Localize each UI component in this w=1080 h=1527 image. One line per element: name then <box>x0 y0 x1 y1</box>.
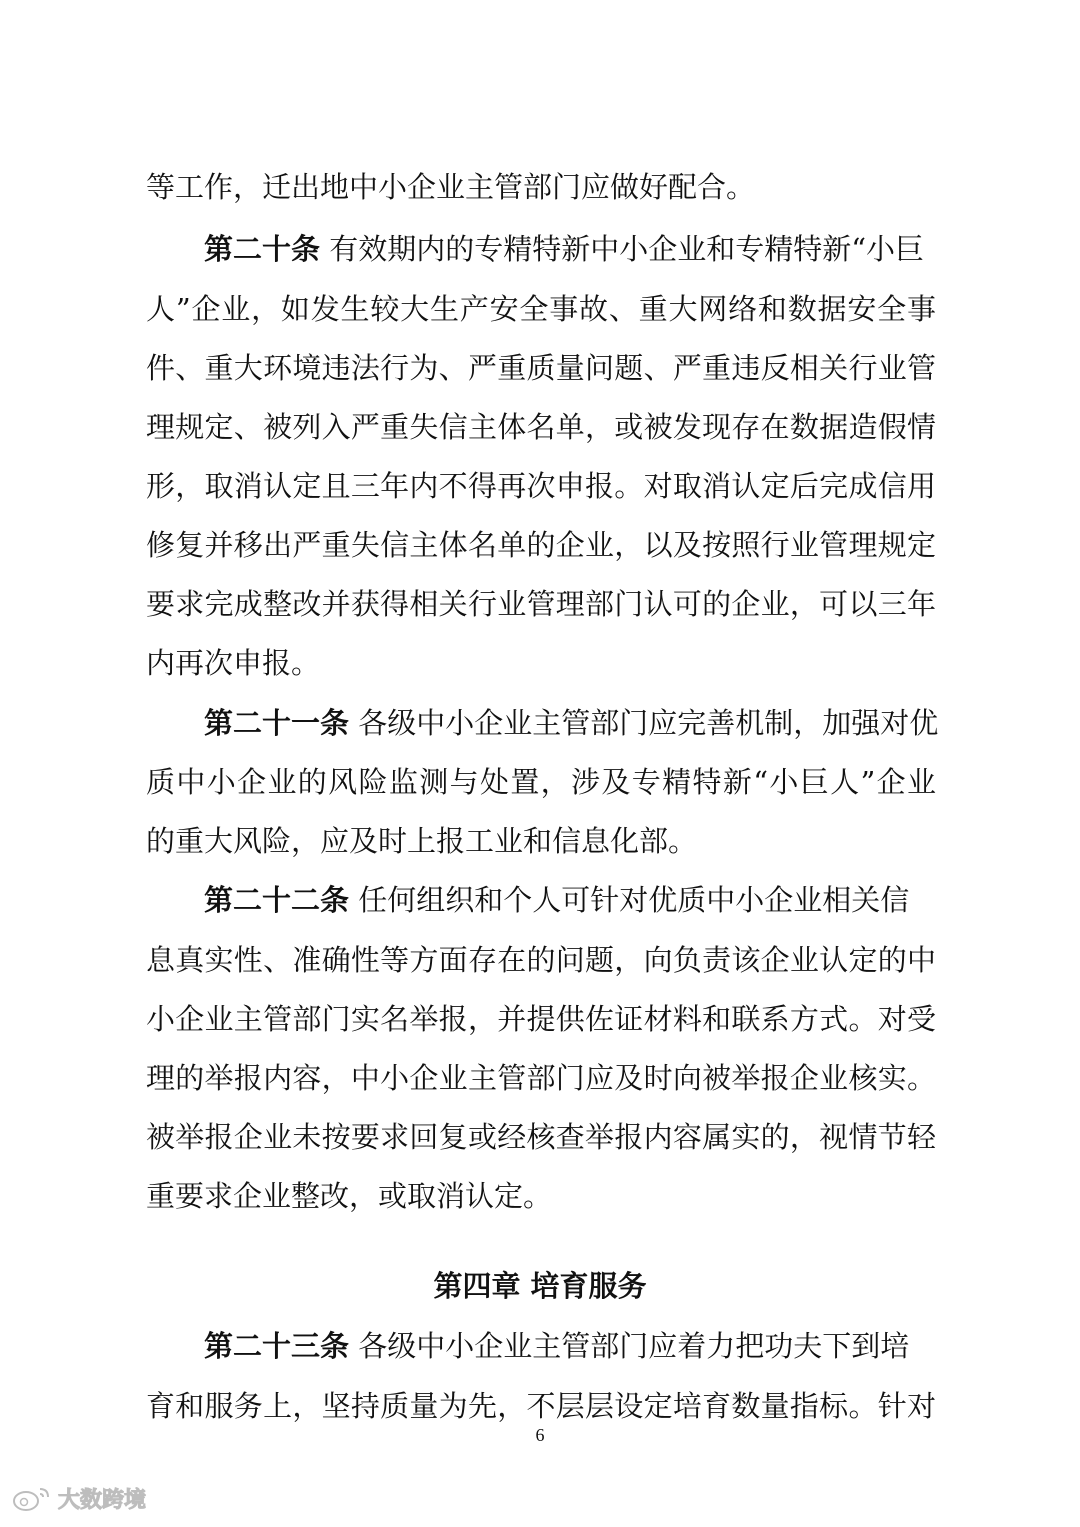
article-21-first-line <box>146 703 939 743</box>
text-line: 息真实性、准确性等方面存在的问题，向负责该企业认定的中 <box>146 943 936 977</box>
text-line: 被举报企业未按要求回复或经核查举报内容属实的，视情节轻 <box>146 1120 936 1154</box>
article-20-first-line <box>146 229 936 269</box>
text-line: 件、重大环境违法行为、严重质量问题、严重违反相关行业管 <box>146 351 936 385</box>
article-text: 有效期内的专精特新中小企业和专精特新“小巨 <box>329 232 925 266</box>
text-line: 育和服务上，坚持质量为先，不层层设定培育数量指标。针对 <box>146 1389 936 1423</box>
article-20-heading: 第二十条 <box>204 232 321 266</box>
article-23-heading: 第二十三条 <box>204 1329 350 1363</box>
text-line: 修复并移出严重失信主体名单的企业，以及按照行业管理规定 <box>146 528 936 562</box>
text-line: 内再次申报。 <box>146 646 321 680</box>
text-line: 要求完成整改并获得相关行业管理部门认可的企业，可以三年 <box>146 587 936 621</box>
article-text: 各级中小企业主管部门应完善机制，加强对优 <box>358 706 939 740</box>
page-number: 6 <box>535 1425 545 1445</box>
article-text: 任何组织和个人可针对优质中小企业相关信 <box>358 883 910 917</box>
article-22-heading: 第二十二条 <box>204 883 350 917</box>
weibo-logo-icon <box>12 1483 54 1513</box>
article-21-heading: 第二十一条 <box>204 706 350 740</box>
text-line: 质中小企业的风险监测与处置，涉及专精特新“小巨人”企业 <box>146 765 936 799</box>
text-line: 重要求企业整改，或取消认定。 <box>146 1179 553 1213</box>
text-line: 理的举报内容，中小企业主管部门应及时向被举报企业核实。 <box>146 1061 936 1095</box>
article-22-first-line <box>146 880 936 920</box>
text-line: 人”企业，如发生较大生产安全事故、重大网络和数据安全事 <box>146 292 936 326</box>
text-line: 理规定、被列入严重失信主体名单，或被发现存在数据造假情 <box>146 410 936 444</box>
chapter-title: 第四章 培育服务 <box>433 1269 647 1303</box>
text-line: 等工作，迁出地中小企业主管部门应做好配合。 <box>146 170 756 204</box>
watermark <box>12 1481 146 1515</box>
text-line: 形，取消认定且三年内不得再次申报。对取消认定后完成信用 <box>146 469 936 503</box>
article-text: 各级中小企业主管部门应着力把功夫下到培 <box>358 1329 910 1363</box>
text-line: 的重大风险，应及时上报工业和信息化部。 <box>146 824 698 858</box>
text-line: 小企业主管部门实名举报，并提供佐证材料和联系方式。对受 <box>146 1002 936 1036</box>
watermark-text: 大数跨境 <box>58 1487 147 1513</box>
article-23-first-line <box>146 1326 936 1366</box>
